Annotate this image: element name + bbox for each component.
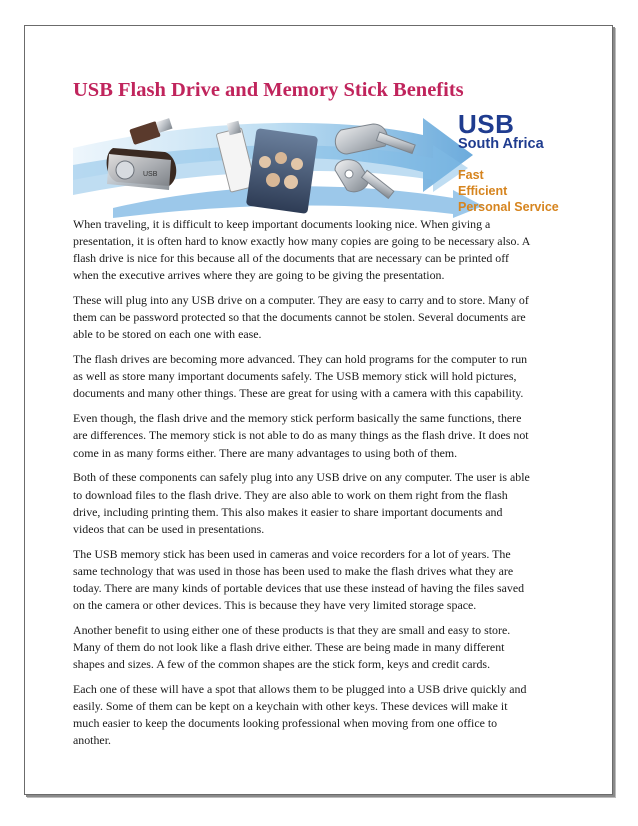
text-line: The flash drives are becoming more advanced. They can hold programs for the computer to run <box>73 352 528 367</box>
banner-tagline-efficient: Efficient <box>458 184 508 198</box>
text-line: shapes and sizes. A few of the common shapes are the stick form, keys and credit cards. <box>73 656 491 671</box>
text-line: Many of them do not look like a flash drive either. These are being made in many different <box>73 639 505 654</box>
text-line: them can be password protected so that the documents cannot be stolen. Several documents are <box>73 310 526 325</box>
banner-text-block <box>458 110 566 218</box>
text-line: These will plug into any USB drive on a computer. They are easy to carry and to store. Many of <box>73 293 529 308</box>
text-line: come in as many forms either. There are many advantages to using both of them. <box>73 445 458 460</box>
text-line: easily. Some of them can be kept on a keychain with other keys. These devices will make it <box>73 698 508 713</box>
text-line: Both of these components can safely plug into any USB drive on any computer. The user is able <box>73 470 530 485</box>
text-line: Another benefit to using either one of these products is that they are small and easy to store. <box>73 622 511 637</box>
paragraph <box>73 469 573 537</box>
paragraph <box>73 546 573 614</box>
text-line: When traveling, it is difficult to keep important documents looking nice. When giving a <box>73 217 491 231</box>
banner-tagline-fast: Fast <box>458 168 484 182</box>
paragraph <box>73 351 573 402</box>
usb-banner-image <box>73 110 566 218</box>
banner-brand: USB <box>458 110 515 139</box>
banner-region: South Africa <box>458 136 544 152</box>
paragraph <box>73 681 573 749</box>
text-line: documents and many other things. These are great for using with a camera with this capability. <box>73 386 524 401</box>
document-title: USB Flash Drive and Memory Stick Benefits <box>73 79 464 101</box>
text-line: The USB memory stick has been used in cameras and voice recorders for a lot of years. The <box>73 546 511 561</box>
text-line: videos that can be used in presentations. <box>73 521 265 536</box>
text-line: Even though, the flash drive and the memory stick perform basically the same functions, there <box>73 411 522 426</box>
text-line: when the executive arrives where they are going to be giving the presentation. <box>73 268 445 283</box>
text-line: able to be stored on each one with ease. <box>73 327 262 342</box>
text-line: as well as store many important documents safely. The USB memory stick will hold pictures, <box>73 369 517 384</box>
text-line: Each one of these will have a spot that allows them to be plugged into a USB drive quickly and <box>73 681 527 696</box>
paragraph <box>73 216 573 284</box>
text-line: same technology that was used in those has been used to make the flash drives what they are <box>73 563 514 578</box>
text-line: another. <box>73 733 111 748</box>
banner-tagline-personal-service: Personal Service <box>458 200 559 214</box>
svg-text:USB: USB <box>143 171 158 178</box>
text-line: much easier to keep the documents looking professional when moving from one office to <box>73 716 498 731</box>
text-line: presentation, it is often hard to know exactly how many copies are going to be necessary also. A <box>73 234 531 249</box>
text-line: flash drive is nice for this because all of the documents that are necessary can be printed off <box>73 251 509 266</box>
paragraph <box>73 292 573 343</box>
text-line: today. There are many kinds of portable devices that use these instead of having the files saved <box>73 580 525 595</box>
text-line: drive, including printing them. This also makes it easier to share important documents and <box>73 504 503 519</box>
text-line: on the camera or other devices. This is because they have very limited storage space. <box>73 597 477 612</box>
paragraph <box>73 622 573 673</box>
document-body <box>73 216 573 757</box>
paragraph <box>73 410 573 461</box>
text-line: to download files to the flash drive. They are also able to work on them right from the flash <box>73 487 508 502</box>
text-line: are differences. The memory stick is not able to do as many things as the flash drive. It does not <box>73 428 529 443</box>
